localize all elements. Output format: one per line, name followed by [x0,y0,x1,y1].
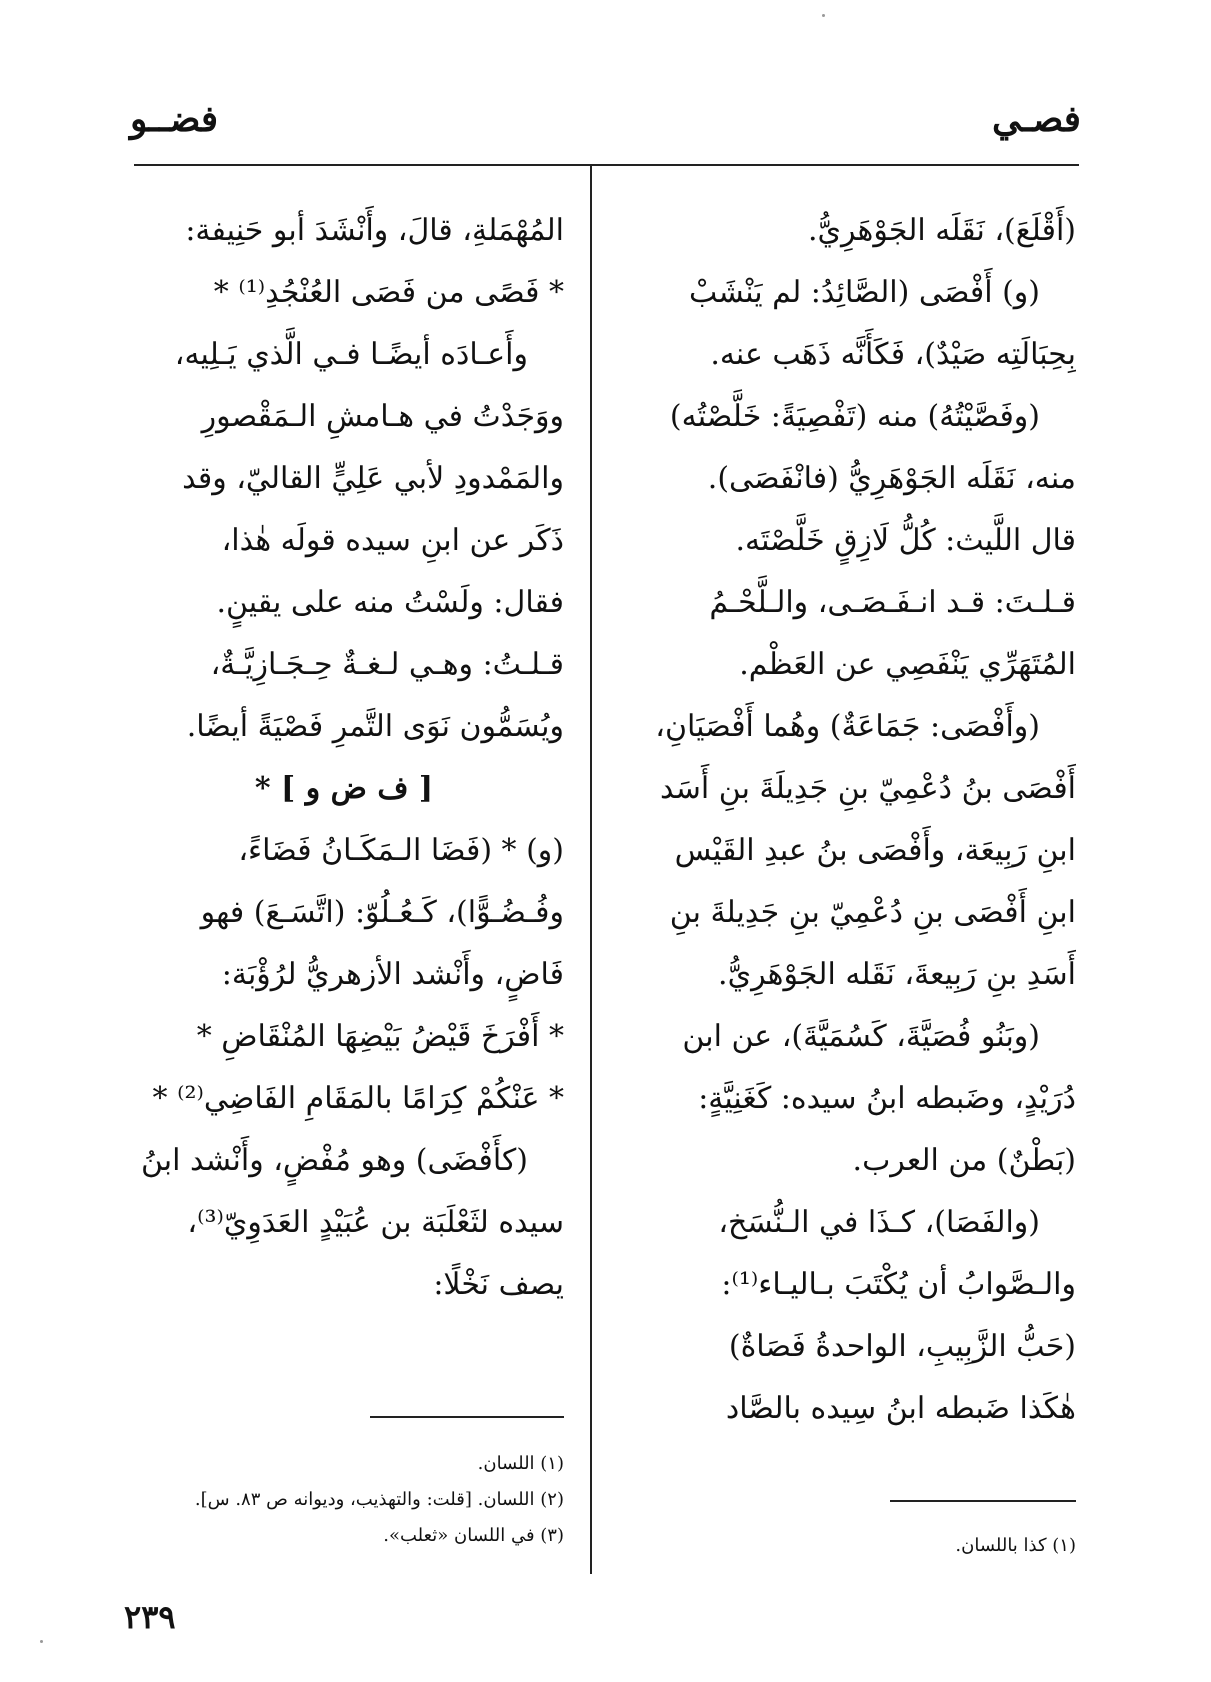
text-line: ذَكَر عن ابنِ سيده قولَه هٰذا، [221,523,564,558]
header-entry-left: فضــو [130,98,219,140]
text-line: (أَقْلَعَ)، نَقَلَه الجَوْهَرِيُّ. [807,213,1076,248]
header-entry-right: فصـي [992,98,1081,140]
text-line: (وفَصَّيْتُهُ) منه (تَفْصِيَةً: خَلَّصْتُه) [669,399,1040,434]
text-line: قـلـتُ: وهـي لـغـةٌ حِـجَـازِيَّـةٌ، [210,647,564,682]
text-line: دُرَيْدٍ، وضَبطه ابنُ سيده: كَغَنِيَّةٍ: [698,1081,1076,1116]
text-line: والمَمْدودِ لأبي عَلِيٍّ القاليّ، وقد [182,461,564,496]
text-line: وفُـضُـوًّا)، كَـعُـلُوّ: (اتَّسَـعَ) فهو [200,895,564,930]
text-line: ابنِ أَفْصَى بنِ دُعْمِيّ بنِ جَدِيلةَ بنِ [669,895,1076,930]
scan-speck [40,1640,43,1643]
verse-line: * فَصًى من فَصَى العُنْجُدِ⁽¹⁾ * [213,275,564,310]
left-column [124,200,564,1316]
page-number: ٢٣٩ [124,1598,176,1636]
scan-speck [822,14,825,17]
footnote: (٢) اللسان. [قلت: والتهذيب، وديوانه ص ٨٣. س]. [194,1489,564,1510]
header-rule [134,164,1079,166]
text-line: المُتَهَرِّي يَنْفَصِي عن العَظْم. [739,647,1076,682]
text-line: والـصَّوابُ أن يُكْتَبَ بـاليـاء⁽¹⁾: [721,1267,1076,1302]
column-divider [590,166,592,1574]
text-line: المُهْمَلةِ، قالَ، وأَنْشَدَ أبو حَنِيفة: [185,213,564,248]
text-line: أَفْصَى بنُ دُعْمِيّ بنِ جَدِيلَةَ بنِ أَسَد [660,771,1076,806]
text-line: فَاضٍ، وأَنْشد الأزهريُّ لرُؤْبَة: [221,957,564,992]
text-line: (كأَفْضَى) وهو مُفْضٍ، وأَنْشد ابنُ [140,1143,528,1178]
text-line: (وأَفْصَى: جَمَاعَةٌ) وهُما أَفْصَيَانِ، [655,709,1040,744]
footnotes-right [676,1528,1076,1564]
text-line: (والفَصَا)، كـذَا في الـنُّسَخ، [718,1205,1040,1240]
footnote-rule-left [370,1416,564,1418]
verse-line: * عَنْكُمْ كِرَامًا بالمَقَامِ الفَاضِي⁽²⁾ * [152,1081,564,1116]
text-line: بِحِبَالَتِه صَيْدٌ)، فَكَأَنَّه ذَهَب عنه. [710,337,1076,372]
text-line: (حَبُّ الزَّبِيبِ، الواحدةُ فَصَاةٌ) [728,1329,1076,1364]
text-line: قال اللَّيث: كُلُّ لَازِقٍ خَلَّصْتَه. [735,523,1076,558]
text-line: ووَجَدْتُ في هـامشِ الـمَقْصورِ [201,399,564,434]
text-line: (بَطْنٌ) من العرب. [852,1143,1076,1178]
footnote: (١) اللسان. [477,1453,564,1474]
text-line: يصف نَخْلًا: [433,1267,564,1302]
text-line: سيده لثَعْلَبَة بن عُبَيْدٍ العَدَوِيّ⁽³⁾، [187,1205,564,1240]
text-line: فقال: ولَسْتُ منه على يقينٍ. [216,585,564,620]
right-column [616,200,1076,1440]
text-line: (و) * (فَضَا الـمَكَـانُ فَضَاءً، [238,833,564,868]
text-line: أَسَدِ بنِ رَبِيعةَ، نَقَله الجَوْهَرِيُّ. [718,957,1076,992]
text-line: ويُسَمُّون نَوَى التَّمرِ فَصْيَةً أيضًا. [186,709,564,744]
text-line: وأَعـادَه أيضًـا فـي الَّذي يَـلِيه، [174,337,528,372]
footnote: (٣) في اللسان «ثعلب». [383,1525,564,1546]
entry-heading: [ ف ض و ] * [254,771,434,806]
text-line: (و) أَفْصَى (الصَّائِدُ: لم يَنْشَبْ [688,275,1040,310]
footnote-rule-right [890,1500,1076,1502]
verse-line: * أَفْرَخَ قَيْضُ بَيْضِهَا المُنْقَاضِ * [196,1019,564,1054]
text-line: منه، نَقَلَه الجَوْهَرِيُّ (فانْفَصَى). [707,461,1076,496]
text-line: هٰكَذا ضَبطه ابنُ سِيده بالصَّاد [725,1391,1076,1426]
footnote: (١) كذا باللسان. [955,1535,1076,1556]
footnotes-left [124,1446,564,1554]
text-line: (وبَنُو فُصَيَّةَ، كَسُمَيَّةَ)، عن ابن [682,1019,1040,1054]
text-line: قـلـتَ: قـد انـفَـصَـى، والـلَّحْـمُ [709,585,1076,620]
text-line: ابنِ رَبِيعَة، وأَفْصَى بنُ عبدِ القَيْس [674,833,1076,868]
